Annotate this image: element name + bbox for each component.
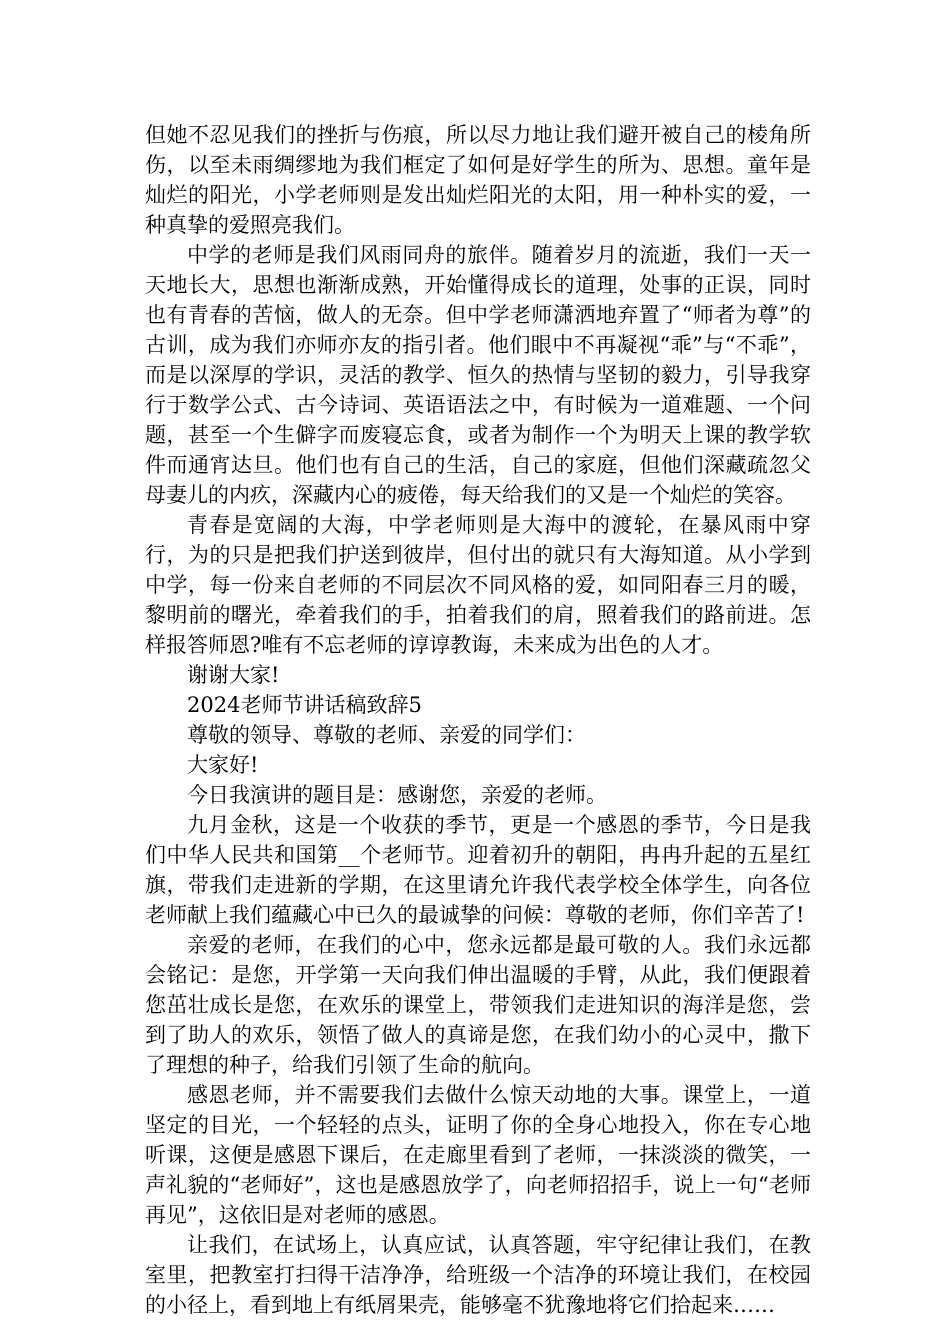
paragraph-september: 九月金秋，这是一个收获的季节，更是一个感恩的季节，今日是我们中华人民共和国第__个老师节。迎着初升的朝阳，冉冉升起的五星红旗，带我们走进新的学期，在这里请允许我代表学校全体学生，向各位老师献上我们蕴藏心中已久的最诚挚的问候：尊敬的老师，你们辛苦了! — [145, 813, 811, 927]
paragraph-dear-teacher: 亲爱的老师，在我们的心中，您永远都是最可敬的人。我们永远都会铭记：是您，开学第一天向我们伸出温暖的手臂，从此，我们便跟着您茁壮成长是您，在欢乐的课堂上，带领我们走进知识的海洋是您，尝到了助人的欢乐，领悟了做人的真谛是您，在我们幼小的心灵中，撒下了理想的种子，给我们引领了生命的航向。 — [145, 933, 811, 1077]
section-title: 2024老师节讲话稿致辞5 — [187, 693, 422, 717]
paragraph-let-us: 让我们，在试场上，认真应试，认真答题，牢守纪律让我们，在教室里，把教室打扫得干洁净净，给班级一个洁净的环境让我们，在校园的小径上，看到地上有纸屑果壳，能够毫不犹豫地将它们拾起来…… — [145, 1233, 811, 1317]
greeting: 大家好! — [187, 753, 259, 777]
speech-topic: 今日我演讲的题目是：感谢您，亲爱的老师。 — [187, 783, 607, 807]
paragraph-2: 中学的老师是我们风雨同舟的旅伴。随着岁月的流逝，我们一天一天地长大，思想也渐渐成熟，开始懂得成长的道理，处事的正误，同时也有青春的苦恼，做人的无奈。但中学老师潇洒地弃置了“师者为尊”的古训，成为我们亦师亦友的指引者。他们眼中不再凝视“乖”与“不乖”，而是以深厚的学识，灵活的教学、恒久的热情与坚韧的毅力，引导我穿行于数学公式、古今诗词、英语语法之中，有时候为一道难题、一个问题，甚至一个生僻字而废寝忘食，或者为制作一个为明天上课的教学软件而通宵达旦。他们也有自己的生活，自己的家庭，但他们深藏疏忽父母妻儿的内疚，深藏内心的疲倦，每天给我们的又是一个灿烂的笑容。 — [145, 243, 811, 507]
paragraph-3: 青春是宽阔的大海，中学老师则是大海中的渡轮，在暴风雨中穿行，为的只是把我们护送到彼岸，但付出的就只有大海知道。从小学到中学，每一份来自老师的不同层次不同风格的爱，如同阳春三月的暖，黎明前的曙光，牵着我们的手，拍着我们的肩，照着我们的路前进。怎样报答师恩?唯有不忘老师的谆谆教诲，未来成为出色的人才。 — [145, 513, 811, 657]
paragraph-gratitude: 感恩老师，并不需要我们去做什么惊天动地的大事。课堂上，一道坚定的目光，一个轻轻的点头，证明了你的全身心地投入，你在专心地听课，这便是感恩下课后，在走廊里看到了老师，一抹淡淡的微笑，一声礼貌的“老师好”，这也是感恩放学了，向老师招招手，说上一句“老师再见”，这依旧是对老师的感恩。 — [145, 1083, 811, 1227]
paragraph-1: 但她不忍见我们的挫折与伤痕，所以尽力地让我们避开被自己的棱角所伤，以至未雨绸缪地为我们框定了如何是好学生的所为、思想。童年是灿烂的阳光，小学老师则是发出灿烂阳光的太阳，用一种朴实的爱，一种真挚的爱照亮我们。 — [145, 123, 811, 237]
document-body — [145, 120, 811, 1320]
salutation: 尊敬的领导、尊敬的老师、亲爱的同学们： — [187, 723, 586, 747]
closing-thanks: 谢谢大家! — [187, 663, 280, 687]
